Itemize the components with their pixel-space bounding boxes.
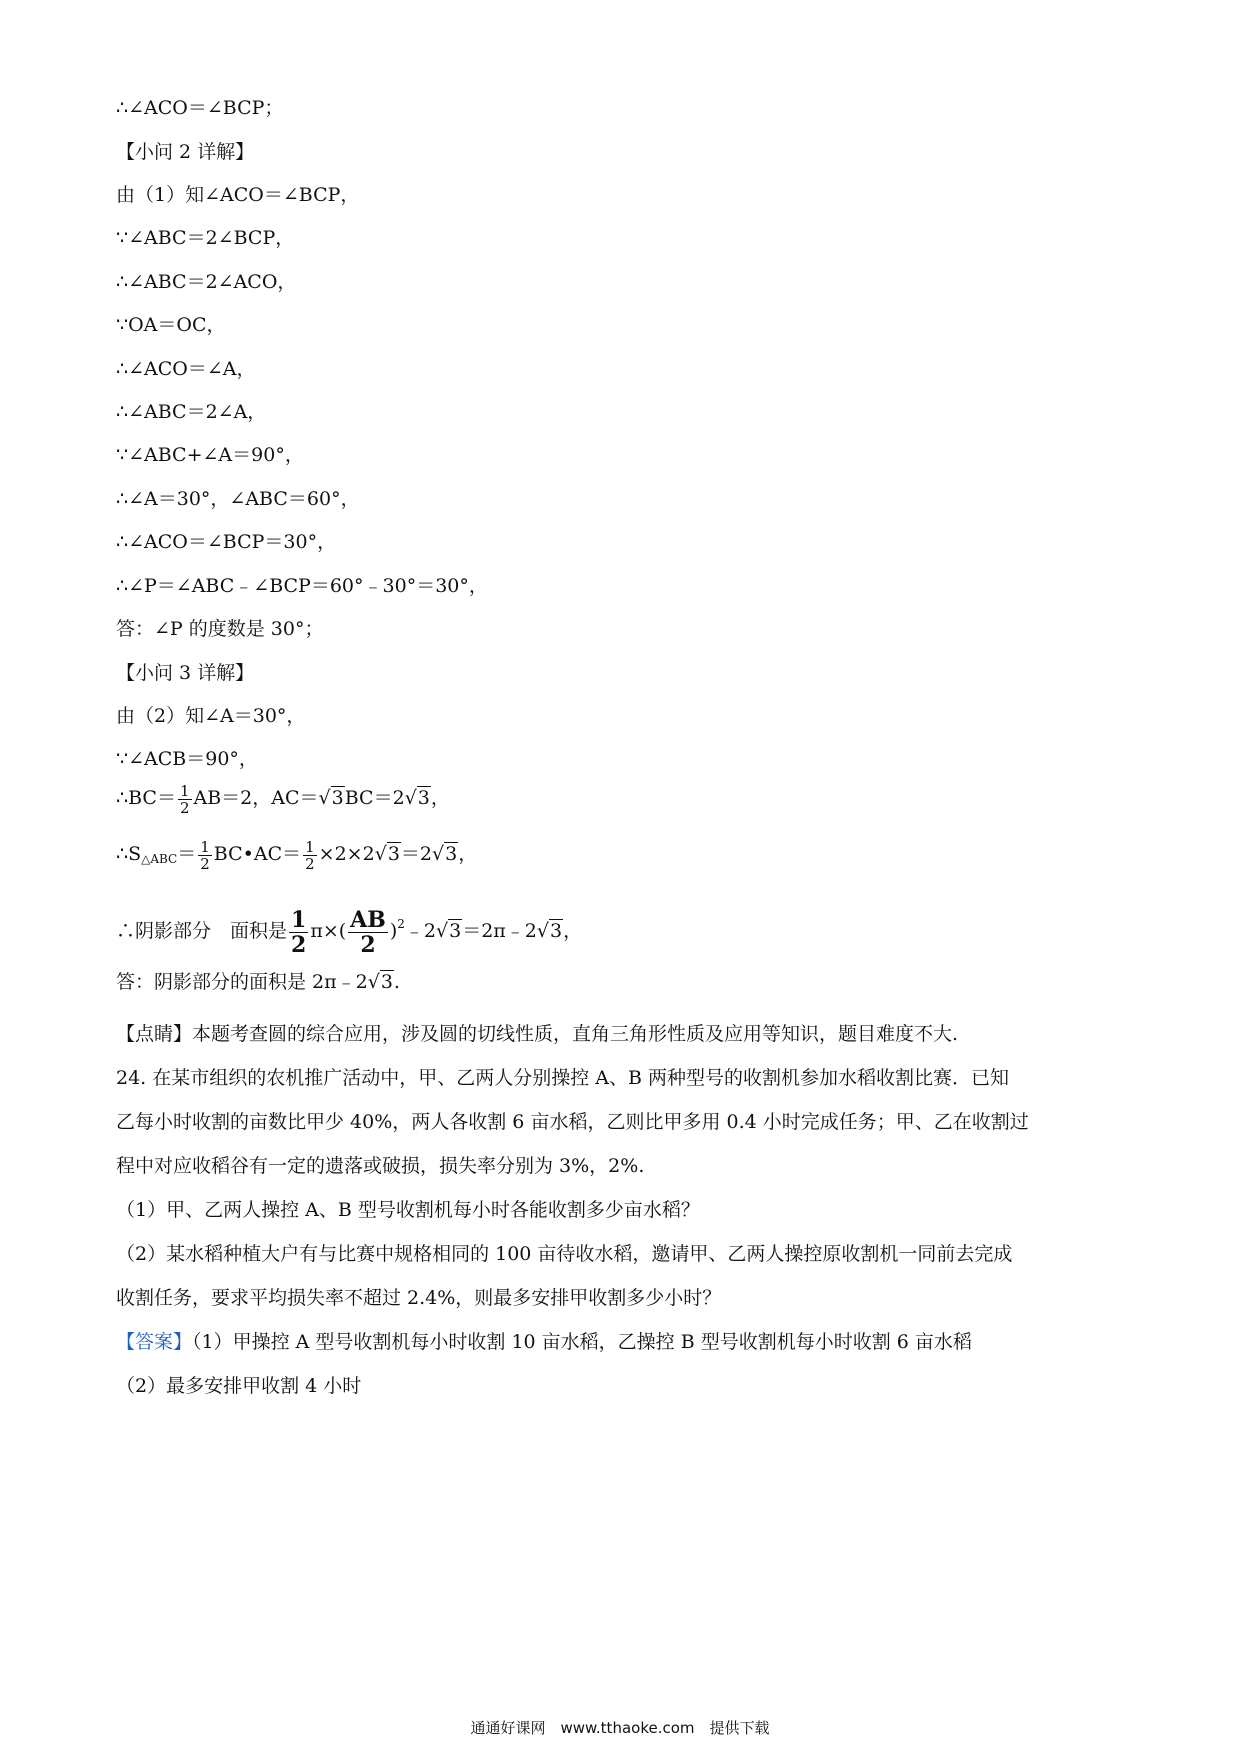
answer-line-2: （2）最多安排甲收割 4 小时 — [116, 1375, 362, 1397]
answer-tag: 【答案】 — [116, 1331, 193, 1353]
subscript: △ABC — [141, 852, 178, 866]
equation-area-triangle — [116, 836, 477, 877]
eq-text: π×( — [310, 920, 347, 942]
superscript: 2 — [397, 917, 405, 931]
text-line: ∵∠ABC+∠A＝90°， — [116, 444, 304, 466]
answer-shaded-area — [116, 968, 400, 996]
fraction-numerator: 1 — [179, 781, 190, 800]
text-line: ∴∠ACO＝∠A， — [116, 358, 256, 380]
section-heading: 【小问 2 详解】 — [116, 141, 255, 163]
text-line: ∴∠A＝30°，∠ABC＝60°， — [116, 488, 360, 510]
sqrt — [319, 780, 345, 816]
text-line: ∴∠ACO＝∠BCP＝30°， — [116, 531, 337, 553]
fraction — [289, 908, 308, 957]
radicand: 3 — [449, 920, 462, 942]
question-text: 收割任务，要求平均损失率不超过 2.4%，则最多安排甲收割多少小时？ — [116, 1287, 722, 1309]
eq-text: BC•AC＝ — [213, 843, 302, 865]
sqrt — [436, 905, 462, 957]
radical-icon: √ — [367, 971, 380, 993]
fraction-numerator: AB — [350, 906, 386, 933]
eq-text: . — [393, 971, 400, 993]
text-line: ∴∠P＝∠ABC﹣∠BCP＝60°﹣30°＝30°， — [116, 575, 488, 597]
text-line: 由（2）知∠A＝30°， — [116, 705, 306, 727]
eq-text: ∴BC＝ — [116, 787, 176, 809]
fraction-numerator: 1 — [305, 837, 315, 856]
eq-text: ) — [389, 920, 398, 942]
fraction — [178, 783, 192, 816]
answer-line: 答：∠P 的度数是 30°； — [116, 618, 324, 640]
section-heading: 【小问 3 详解】 — [116, 662, 255, 684]
eq-text: 答：阴影部分的面积是 2π﹣2 — [116, 971, 368, 993]
text-line: ∵∠ACB＝90°， — [116, 748, 258, 770]
radical-icon: √ — [432, 843, 445, 865]
question-part-2: （2）某水稻种植大户有与比赛中规格相同的 100 亩待收水稻，邀请甲、乙两人操控原收割机一同前去完成 — [116, 1243, 1013, 1265]
eq-text: ， — [563, 920, 583, 942]
sqrt — [368, 968, 394, 996]
equation-shaded-area — [116, 898, 582, 957]
answer-line-1 — [116, 1328, 1136, 1356]
radical-icon: √ — [536, 920, 549, 942]
text-line: 由（1）知∠ACO＝∠BCP， — [116, 184, 360, 206]
eq-text: ∴S — [116, 843, 142, 865]
text-line: ∴∠ACO＝∠BCP； — [116, 97, 284, 119]
radical-icon: √ — [435, 920, 449, 942]
eq-text: ﹣2 — [404, 920, 436, 942]
eq-text: ×2×2 — [318, 843, 375, 865]
fraction-denominator: 2 — [291, 931, 307, 958]
radicand: 3 — [417, 787, 430, 809]
text-line: ∵OA＝OC， — [116, 314, 226, 336]
sqrt — [375, 836, 401, 872]
text-line: ∵∠ABC＝2∠BCP， — [116, 227, 295, 249]
radicand: 3 — [549, 920, 563, 942]
eq-text: ∴阴影部分 面积是 — [116, 920, 288, 942]
fraction-numerator: 1 — [200, 837, 210, 856]
eq-text: ＝ — [177, 843, 197, 865]
fraction — [303, 839, 317, 872]
question-text: 程中对应收稻谷有一定的遗落或破损，损失率分别为 3%，2%. — [116, 1155, 645, 1177]
sqrt — [537, 905, 563, 957]
radicand: 3 — [380, 971, 393, 993]
radicand: 3 — [445, 843, 458, 865]
eq-text: ， — [458, 843, 478, 865]
radical-icon: √ — [374, 843, 387, 865]
radical-icon: √ — [404, 787, 417, 809]
question-text: 24. 在某市组织的农机推广活动中，甲、乙两人分别操控 A、B 两种型号的收割机参加水稻收割比赛．已知 — [116, 1067, 1010, 1089]
answer-text: （1）甲操控 A 型号收割机每小时收割 10 亩水稻，乙操控 B 型号收割机每小时收割 6 亩水稻 — [192, 1331, 972, 1353]
sqrt — [432, 836, 458, 872]
comment-line: 【点睛】本题考查圆的综合应用，涉及圆的切线性质，直角三角形性质及应用等知识，题目难度不大. — [116, 1023, 959, 1045]
question-text: 乙每小时收割的亩数比甲少 40%，两人各收割 6 亩水稻，乙则比甲多用 0.4 小时完成任务；甲、乙在收割过 — [116, 1111, 1029, 1133]
text-line: ∴∠ABC＝2∠ACO， — [116, 271, 297, 293]
fraction-denominator: 2 — [179, 798, 190, 817]
question-part-1: （1）甲、乙两人操控 A、B 型号收割机每小时各能收割多少亩水稻？ — [116, 1199, 700, 1221]
page-footer: 通通好课网 www.tthaoke.com 提供下载 — [470, 1719, 770, 1737]
eq-text: AB＝2，AC＝ — [193, 787, 319, 809]
radicand: 3 — [331, 787, 344, 809]
eq-text: ＝2 — [400, 843, 432, 865]
sqrt — [405, 780, 431, 816]
eq-text: ， — [430, 787, 450, 809]
equation-bc-ac — [116, 780, 450, 816]
radical-icon: √ — [318, 787, 331, 809]
fraction-numerator: 1 — [291, 906, 307, 933]
fraction — [198, 839, 212, 872]
fraction-denominator: 2 — [360, 931, 376, 958]
fraction — [348, 908, 388, 957]
radicand: 3 — [387, 843, 400, 865]
fraction-denominator: 2 — [200, 854, 210, 873]
eq-text: BC＝2 — [344, 787, 405, 809]
fraction-denominator: 2 — [305, 854, 315, 873]
text-line: ∴∠ABC＝2∠A， — [116, 401, 267, 423]
eq-text: ＝2π﹣2 — [462, 920, 537, 942]
